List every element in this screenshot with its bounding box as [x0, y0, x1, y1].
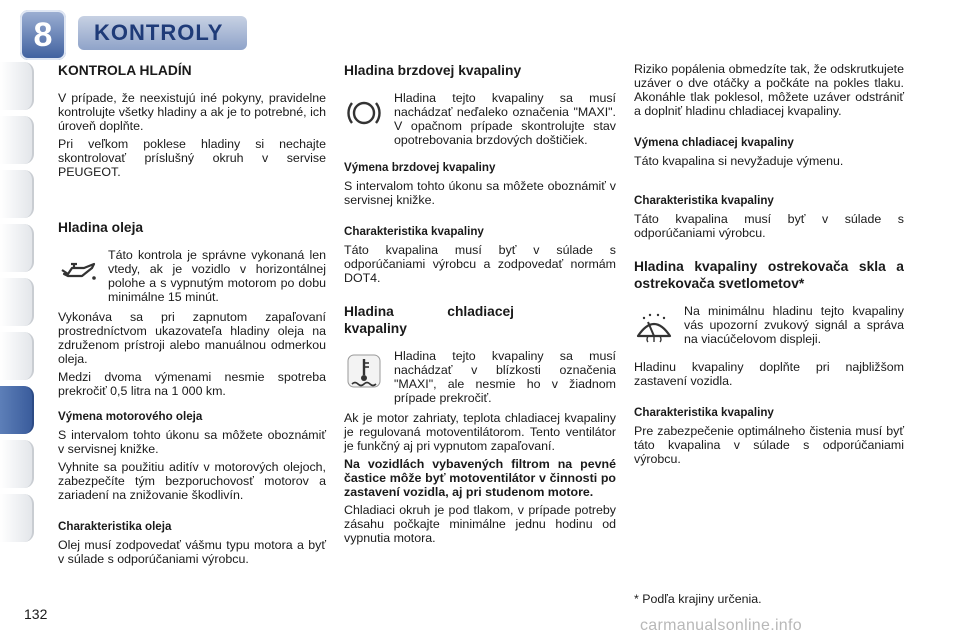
paragraph: Táto kvapalina musí byť v súlade s odporúčaniami výrobcu.	[634, 212, 904, 240]
paragraph: Táto kvapalina musí byť v súlade s odporúčaniami výrobcu a zodpovedať normám DOT4.	[344, 243, 616, 285]
subheading: Charakteristika oleja	[58, 520, 172, 533]
paragraph: Táto kvapalina si nevyžaduje výmenu.	[634, 154, 844, 168]
column-2	[344, 62, 616, 549]
paragraph: Vyhnite sa použitiu aditív v motorových olejoch, zabezpečíte tým bezporuchovosť motorov a zariadení na znižovanie škodlivín.	[58, 460, 326, 502]
subheading: Charakteristika kvapaliny	[634, 194, 774, 207]
washer-warning-block	[634, 304, 904, 346]
page-number: 132	[24, 606, 48, 622]
paragraph: Vykonáva sa pri zapnutom zapaľovaní prostredníctvom ukazovateľa hladiny oleja na združenom prístroji alebo manuálnou odmerkou oleja.	[58, 310, 326, 366]
subheading: Výmena motorového oleja	[58, 410, 203, 423]
section-heading: KONTROLA HLADÍN	[58, 63, 192, 78]
paragraph: S intervalom tohto úkonu sa môžete oboznámiť v servisnej knižke.	[58, 428, 326, 456]
coolant-warning-block	[344, 349, 616, 405]
oil-icon-text: Táto kontrola je správne vykonaná len vtedy, ak je vozidlo v horizontálnej polohe a s vypnutým motorom po dobu minimálne 15 minút.	[108, 248, 326, 304]
windscreen-washer-icon	[634, 306, 674, 346]
section-heading: Hladina brzdovej kvapaliny	[344, 63, 522, 78]
chapter-tabs	[0, 62, 34, 548]
subheading: Charakteristika kvapaliny	[634, 406, 774, 419]
brake-warning-block	[344, 91, 616, 147]
paragraph: Riziko popálenia obmedzíte tak, že odskrutkujete uzáver o dve otáčky a počkáte na pokles tlaku. Akonáhle tlak poklesol, môžete uzáver odstrániť a doplniť hladinu chladiacej kvapaliny.	[634, 62, 904, 118]
watermark: carmanualsonline.info	[640, 617, 802, 634]
chapter-tab[interactable]	[0, 62, 34, 110]
paragraph: Pri veľkom poklese hladiny si nechajte skontrolovať príslušný okruh v servise PEUGEOT.	[58, 137, 326, 179]
column-3	[634, 62, 904, 470]
chapter-tab[interactable]	[0, 224, 34, 272]
brake-icon-text: Hladina tejto kvapaliny sa musí nachádzať neďaleko označenia "MAXI". V opačnom prípade skontrolujte stav opotrebovania brzdových doštičiek.	[394, 91, 616, 147]
chapter-number-badge: 8	[20, 10, 66, 60]
chapter-title: KONTROLY	[78, 16, 247, 50]
paragraph: S intervalom tohto úkonu sa môžete oboznámiť v servisnej knižke.	[344, 179, 616, 207]
chapter-tab[interactable]	[0, 332, 34, 380]
section-heading: Hladina kvapaliny ostrekovača skla a ostrekovača svetlometov*	[634, 259, 904, 291]
paragraph: Chladiaci okruh je pod tlakom, v prípade potreby zásahu počkajte minimálne jednu hodinu od vypnutia motora.	[344, 503, 616, 545]
chapter-tab[interactable]	[0, 170, 34, 218]
chapter-tab[interactable]	[0, 440, 34, 488]
chapter-tab[interactable]	[0, 494, 34, 542]
paragraph: Pre zabezpečenie optimálneho čistenia musí byť táto kvapalina v súlade s odporúčaniami výrobcu.	[634, 424, 904, 466]
washer-icon-text: Na minimálnu hladinu tejto kvapaliny vás upozorní zvukový signál a správa na viacúčelovom displeji.	[684, 304, 904, 346]
chapter-tab-active[interactable]	[0, 386, 34, 434]
section-heading: Hladina oleja	[58, 220, 144, 235]
footnote: * Podľa krajiny určenia.	[634, 592, 762, 606]
coolant-temperature-icon	[344, 351, 384, 391]
paragraph: Ak je motor zahriaty, teplota chladiacej kvapaliny je regulovaná motoventilátorom. Tento ventilátor je funkčný aj pri vypnutom zapaľovaní.	[344, 411, 616, 453]
column-1	[58, 62, 326, 570]
subheading: Charakteristika kvapaliny	[344, 225, 484, 238]
oil-can-icon	[58, 250, 98, 290]
paragraph: Olej musí zodpovedať vášmu typu motora a byť v súlade s odporúčaniami výrobcu.	[58, 538, 326, 566]
chapter-tab[interactable]	[0, 278, 34, 326]
section-heading: Hladina chladiacej kvapaliny	[344, 304, 514, 336]
subheading: Výmena chladiacej kvapaliny	[634, 136, 794, 149]
oil-warning-block	[58, 248, 326, 304]
page-header	[20, 10, 224, 60]
coolant-icon-text: Hladina tejto kvapaliny sa musí nachádzať v blízkosti označenia "MAXI", ale nesmie ho v žiadnom prípade prekročiť.	[394, 349, 616, 405]
subheading: Výmena brzdovej kvapaliny	[344, 161, 496, 174]
paragraph-bold: Na vozidlách vybavených filtrom na pevné častice môže byť motoventilátor v činnosti po zastavení vozidla, aj pri studenom motore.	[344, 457, 616, 499]
paragraph: Hladinu kvapaliny doplňte pri najbližšom zastavení vozidla.	[634, 360, 904, 388]
paragraph: Medzi dvoma výmenami nesmie spotreba prekročiť 0,5 litra na 1 000 km.	[58, 370, 326, 398]
brake-warning-icon	[344, 93, 384, 133]
paragraph: V prípade, že neexistujú iné pokyny, pravidelne kontrolujte všetky hladiny a ak je to potrebné, ich úroveň doplňte.	[58, 91, 326, 133]
chapter-tab[interactable]	[0, 116, 34, 164]
